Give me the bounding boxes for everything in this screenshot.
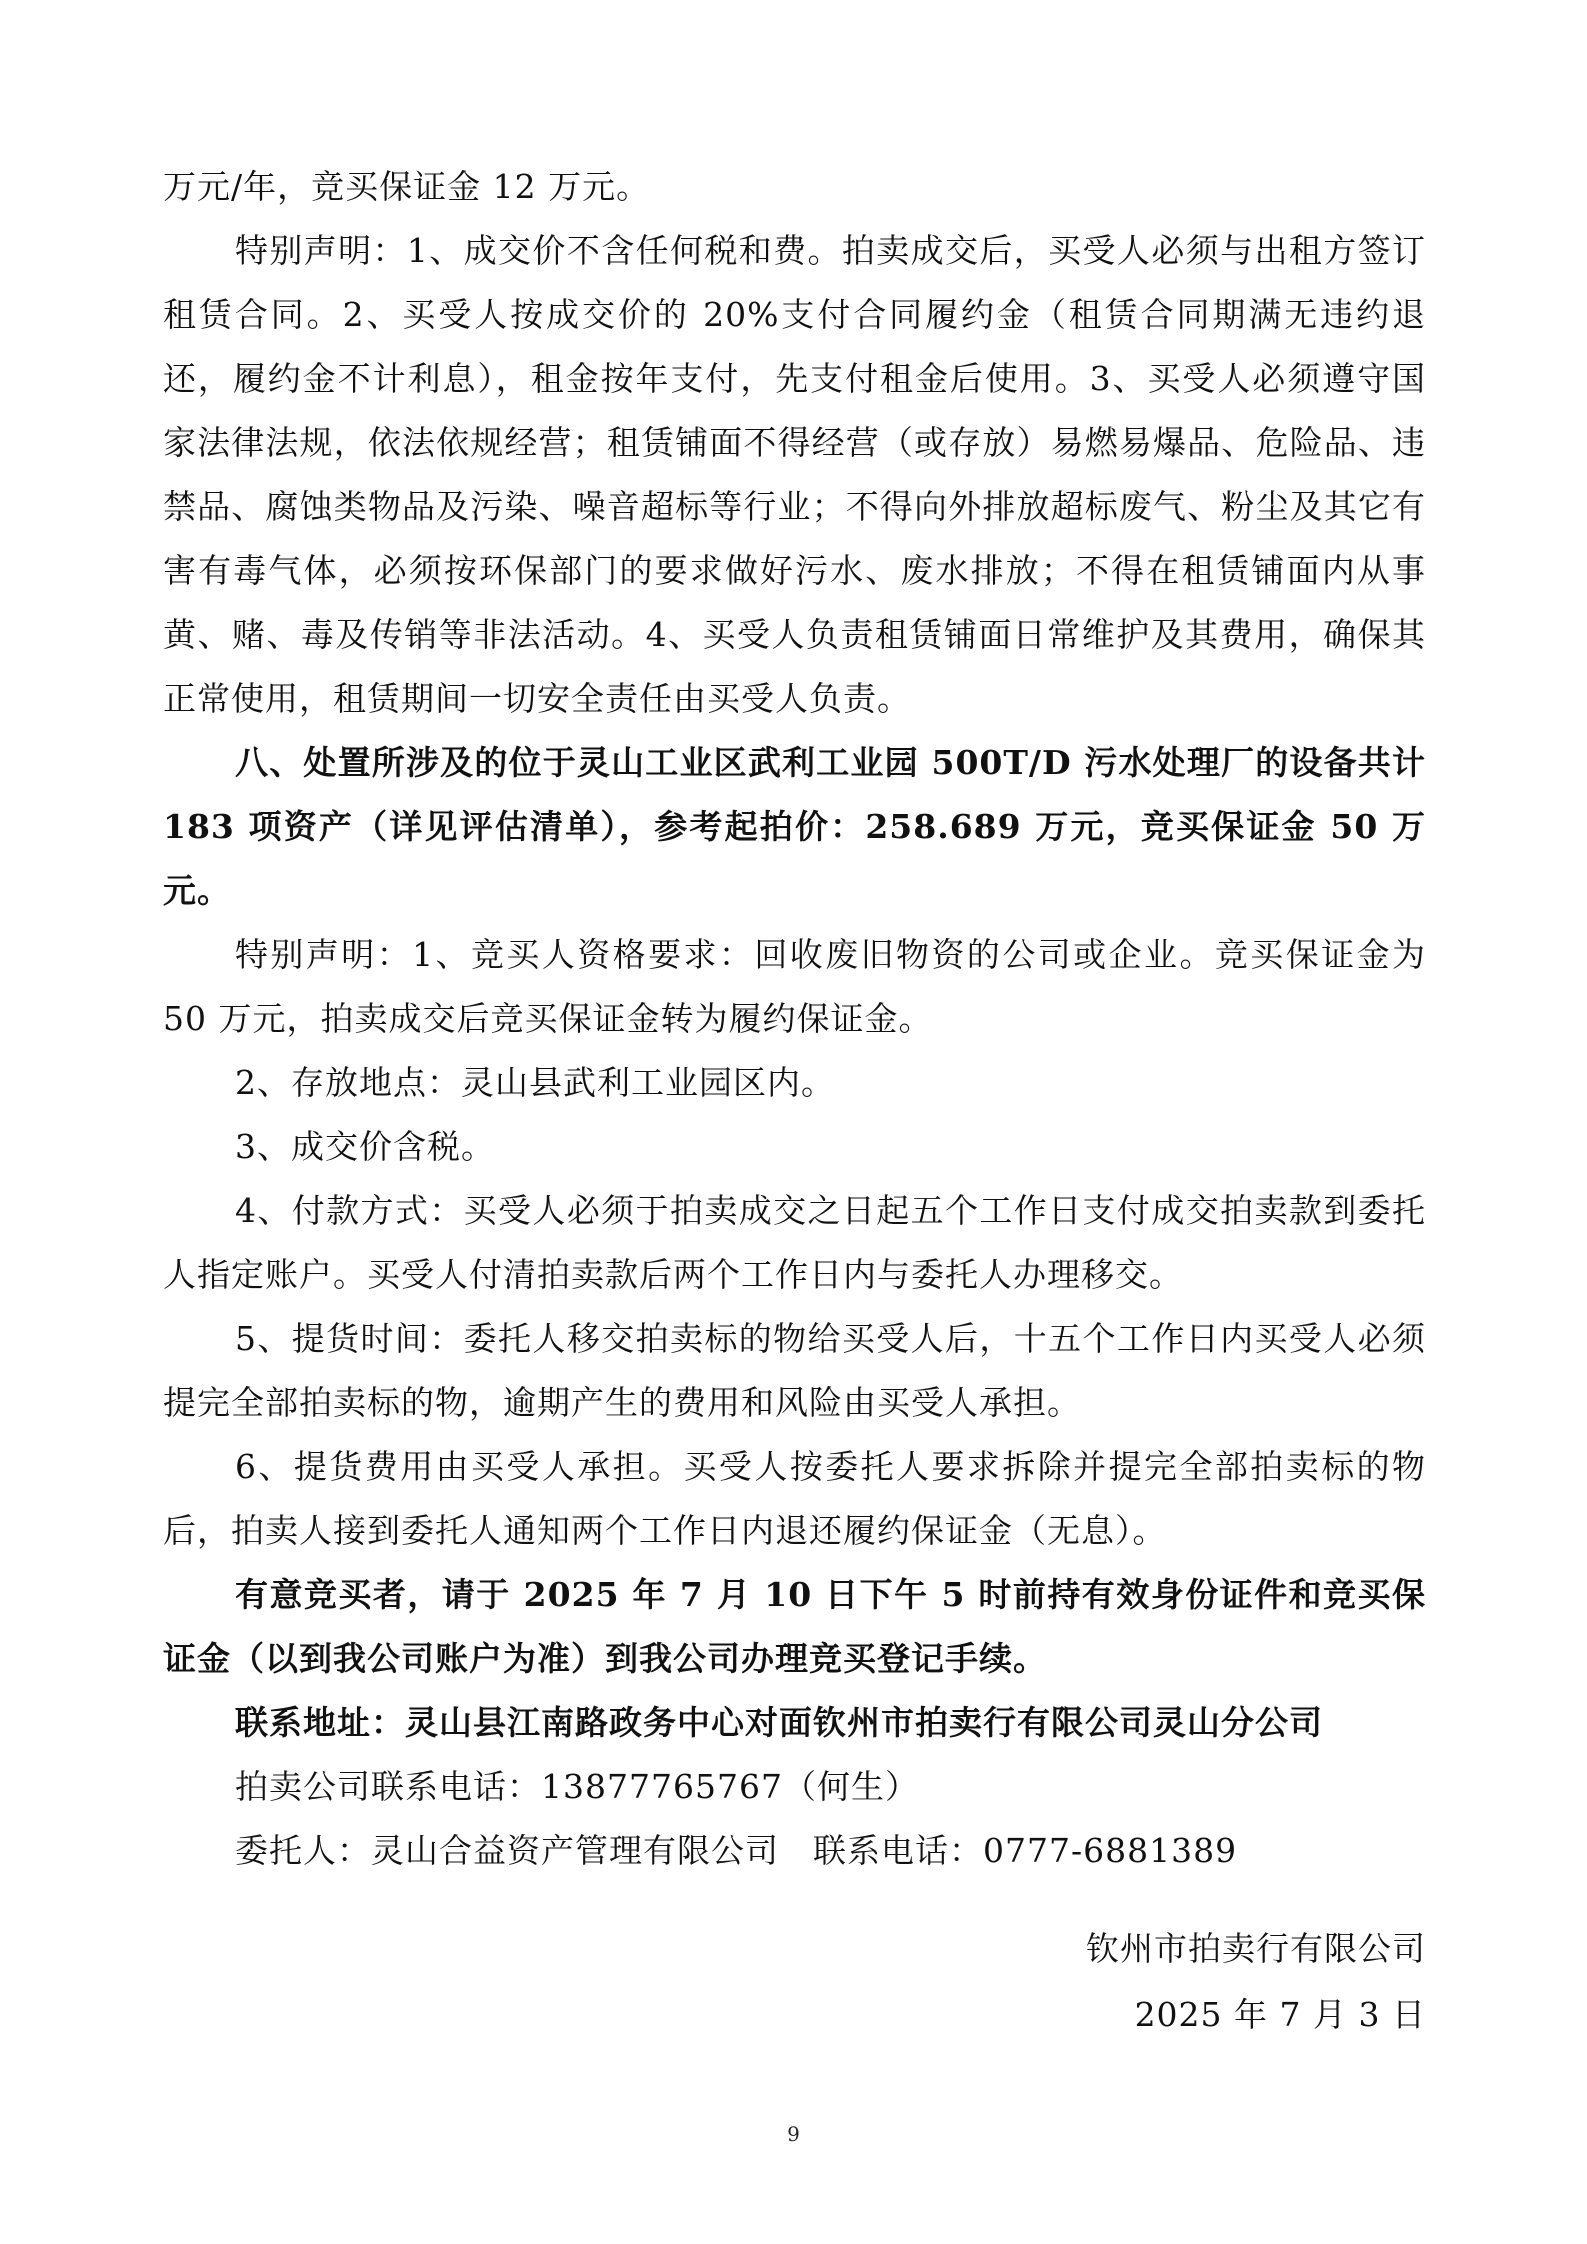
- paragraph-tax-included: 3、成交价含税。: [235, 1127, 495, 1166]
- paragraph-special-statement-lease: 特别声明：1、成交价不含任何税和费。拍卖成交后，买受人必须与出租方签订租赁合同。2、买受人按成交价的 20%支付合同履约金（租赁合同期满无违约退还，履约金不计利息），租金按年支付，先支付租金后使用。3、买受人必须遵守国家法律法规，依法依规经营；租赁铺面不得经营（或存放）易燃易爆品、危险品、违禁品、腐蚀类物品及污染、噪音超标等行业；不得向外排放超标废气、粉尘及其它有害有毒气体，必须按环保部门的要求做好污水、废水排放；不得在租赁铺面内从事黄、赌、毒及传销等非法活动。4、买受人负责租赁铺面日常维护及其费用，确保其正常使用，租赁期间一切安全责任由买受人负责。: [163, 231, 1426, 718]
- paragraph-item-eight: 八、处置所涉及的位于灵山工业区武利工业园 500T/D 污水处理厂的设备共计 183 项资产（详见评估清单），参考起拍价：258.689 万元，竞买保证金 50 万元。: [163, 743, 1426, 910]
- signature-date: 2025 年 7 月 3 日: [1134, 1995, 1426, 2034]
- signature-company: 钦州市拍卖行有限公司: [1086, 1929, 1426, 1968]
- paragraph-client-contact: 委托人：灵山合益资产管理有限公司 联系电话：0777-6881389: [235, 1831, 1238, 1870]
- page-number: 9: [787, 2122, 800, 2146]
- paragraph-special-statement-equipment: 特别声明：1、竞买人资格要求：回收废旧物资的公司或企业。竞买保证金为 50 万元，拍卖成交后竞买保证金转为履约保证金。: [163, 935, 1426, 1038]
- paragraph-auction-phone: 拍卖公司联系电话：13877765767（何生）: [235, 1767, 919, 1806]
- paragraph-registration-notice: 有意竞买者，请于 2025 年 7 月 10 日下午 5 时前持有效身份证件和竞买保证金（以到我公司账户为准）到我公司办理竞买登记手续。: [163, 1575, 1426, 1678]
- paragraph-pickup-cost: 6、提货费用由买受人承担。买受人按委托人要求拆除并提完全部拍卖标的物后，拍卖人接到委托人通知两个工作日内退还履约保证金（无息）。: [163, 1447, 1426, 1550]
- paragraph-payment-method: 4、付款方式：买受人必须于拍卖成交之日起五个工作日支付成交拍卖款到委托人指定账户。买受人付清拍卖款后两个工作日内与委托人办理移交。: [163, 1191, 1426, 1294]
- body-text: [163, 155, 1426, 1883]
- paragraph-contact-address: 联系地址：灵山县江南路政务中心对面钦州市拍卖行有限公司灵山分公司: [235, 1703, 1323, 1742]
- signature-block: [1086, 1916, 1426, 2048]
- paragraph-pickup-time: 5、提货时间：委托人移交拍卖标的物给买受人后，十五个工作日内买受人必须提完全部拍卖标的物，逾期产生的费用和风险由买受人承担。: [163, 1319, 1426, 1422]
- paragraph-deposit-tail: 万元/年，竞买保证金 12 万元。: [163, 167, 651, 206]
- paragraph-storage-location: 2、存放地点：灵山县武利工业园区内。: [235, 1063, 835, 1102]
